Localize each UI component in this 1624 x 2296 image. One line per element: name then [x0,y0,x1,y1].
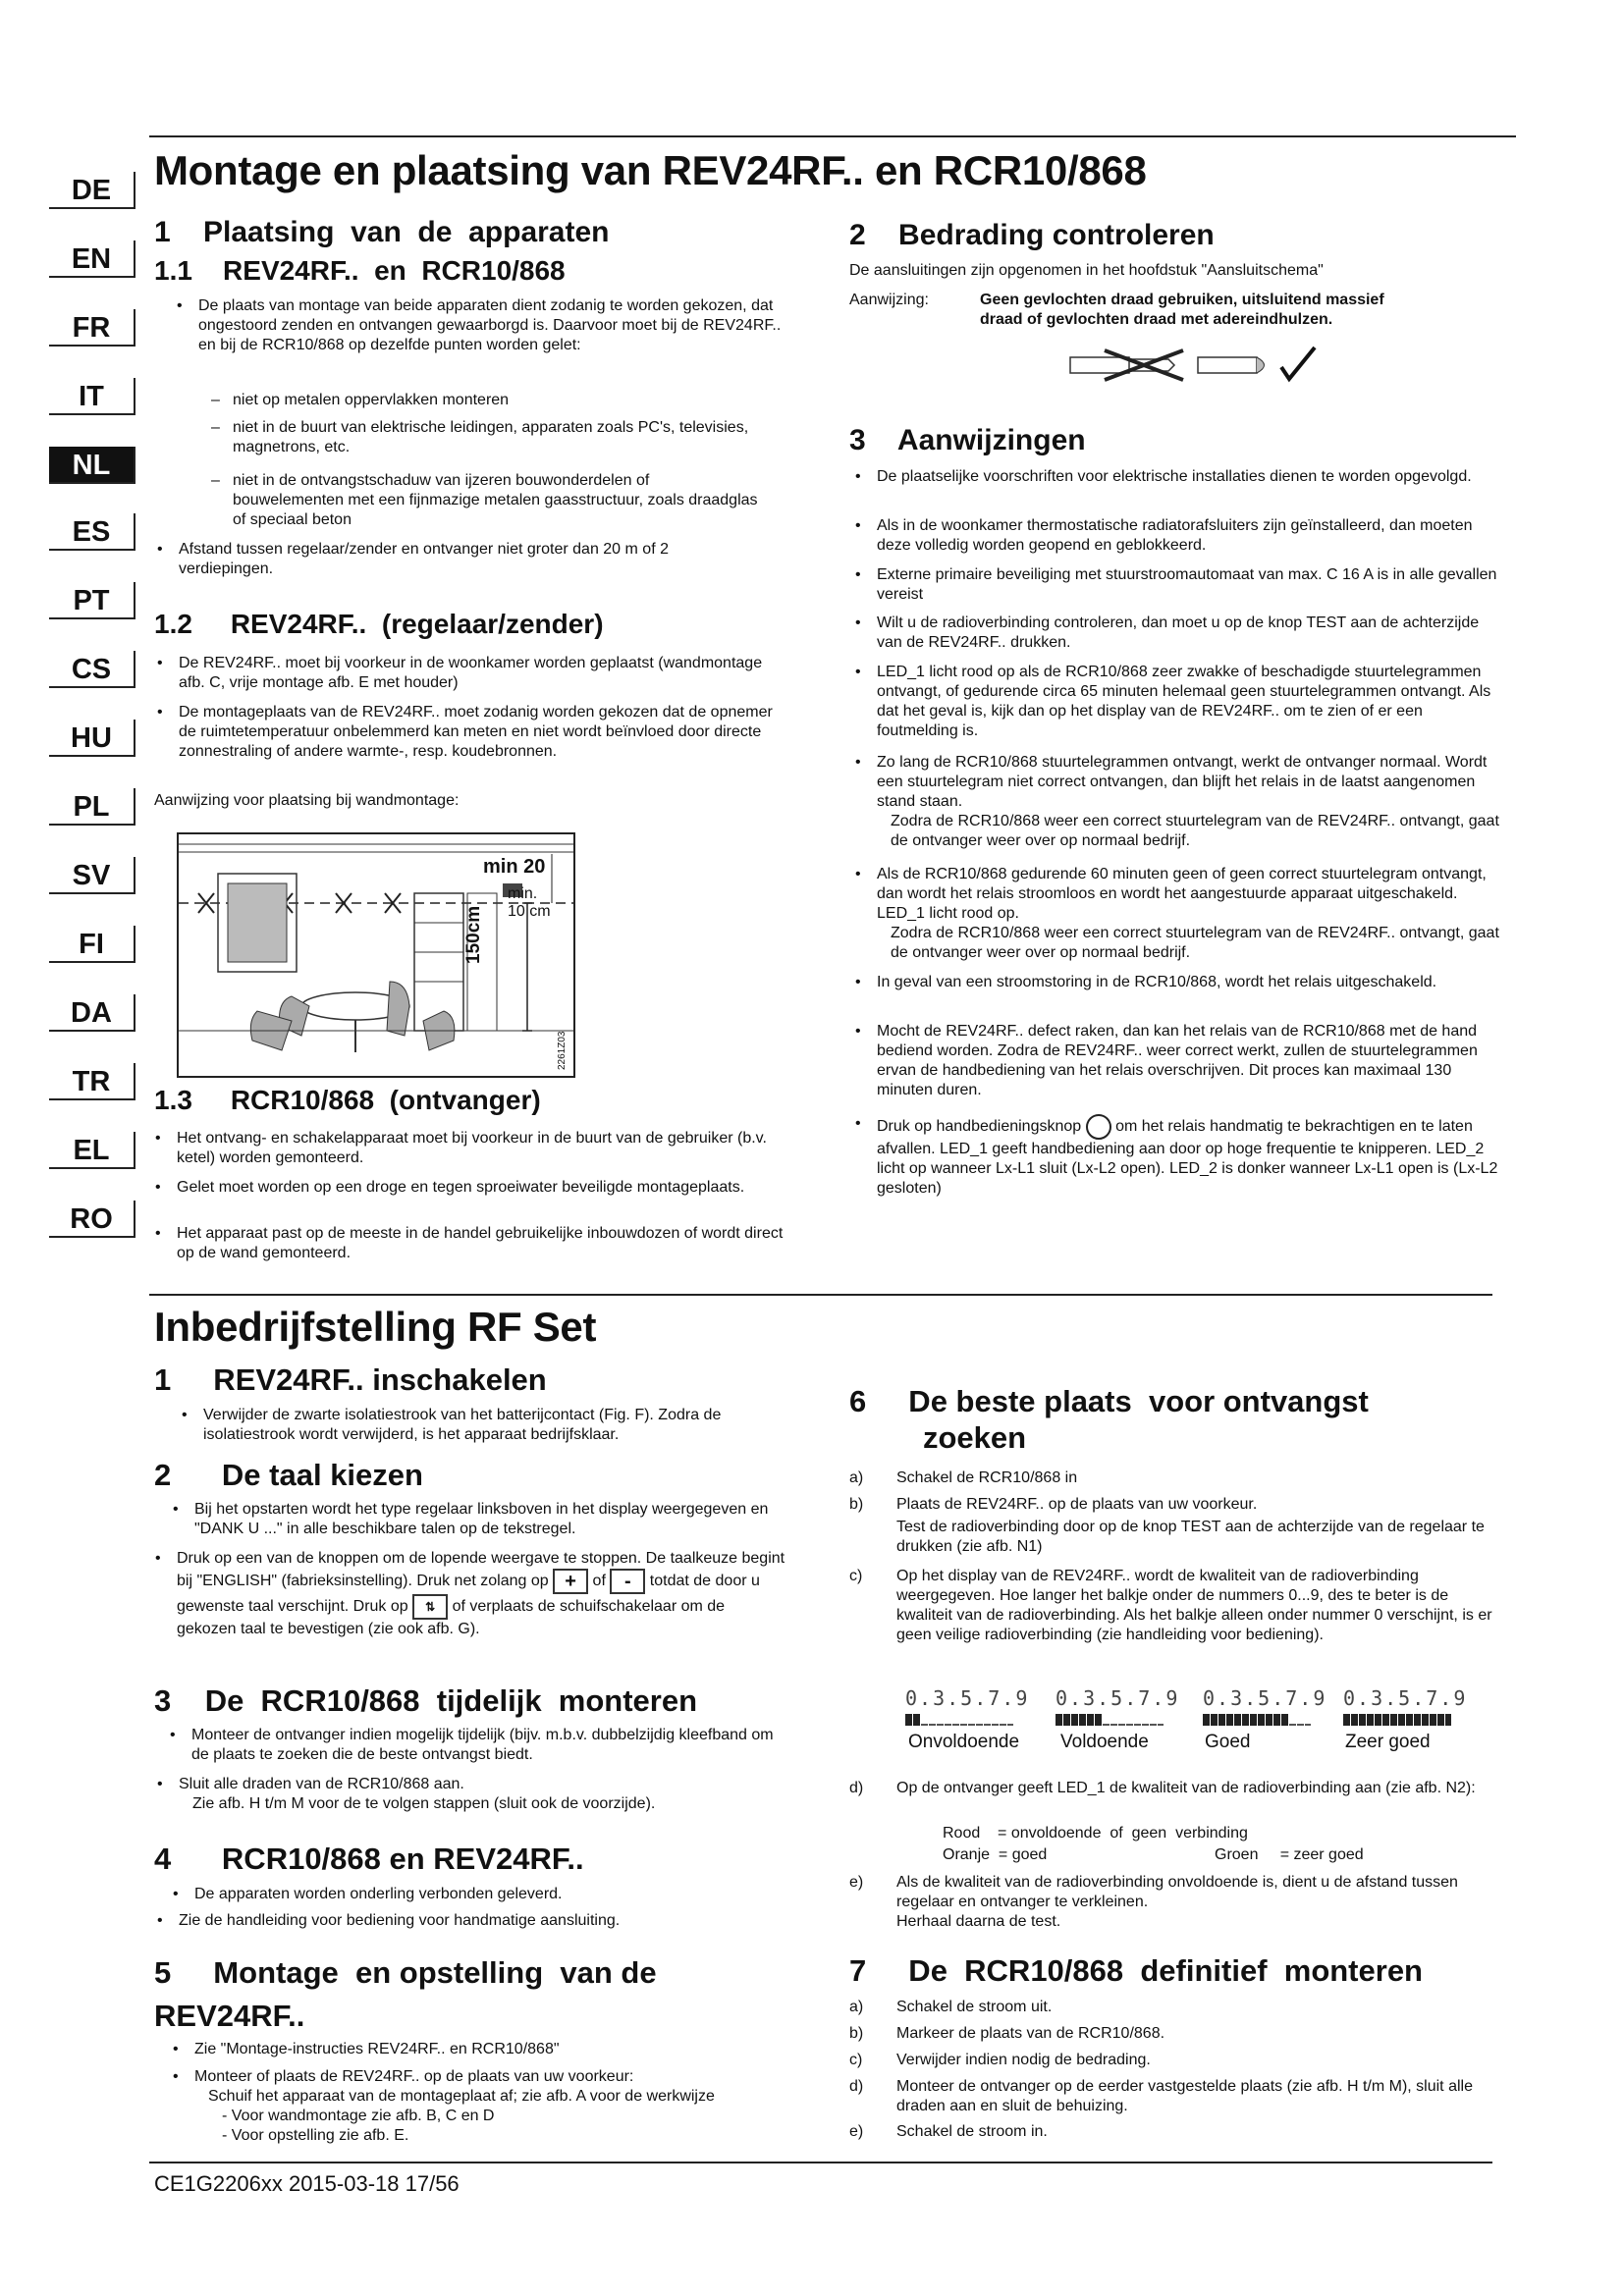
quality-bar-segment [1218,1714,1225,1726]
monteer-a: Monteer of plaats de REV24RF.. op de plaats van uw voorkeur: [194,2068,634,2085]
step7-b-label: b) [849,2025,864,2042]
bullet-draden-aansluiten [179,1775,768,1814]
taalkeuze-mid: totdat de door u gewenste taal verschijnt. Druk op [177,1573,760,1616]
fig-label-min10: min. 10 cm [508,885,551,920]
taalkeuze-of-1: of [592,1573,606,1590]
bullet-test-knop: • Wilt u de radioverbinding controleren, dan moet u op de knop TEST aan de achterzijde van de REV24RF.. drukken. [877,614,1505,653]
step7-a-text: Schakel de stroom uit. [896,1999,1053,2015]
minus-button-icon: - [610,1569,645,1594]
step6-c-label: c) [849,1568,863,1584]
quality-bar-segment [1351,1714,1358,1726]
led-groen: Groen = zeer goed [1215,1846,1364,1863]
fig-label-min20: min 20 [483,856,546,878]
quality-bar-segment [1242,1714,1249,1726]
heading-1-3: 1.3 RCR10/868 (ontvanger) [154,1085,541,1115]
monteer-d: - Voor opstelling zie afb. E. [222,2127,409,2144]
quality-bar-segment [1422,1714,1429,1726]
step6-a-label: a) [849,1469,864,1486]
quality-digits-2: 0.3.5.7.9 [1056,1686,1180,1710]
step6-e-text-2: Herhaal daarna de test. [896,1913,1061,1930]
wall-mount-hint: Aanwijzing voor plaatsing bij wandmontage: [154,792,460,809]
fig-code: 2261Z03 [557,1031,568,1070]
handbediening-post: om het relais handmatig te bekrachtigen en te laten afvallen. LED_1 geeft handbediening aan door op hoge frequentie te knipperen. LED_2 licht op wanneer Lx-L1 sluit (Lx-L2 open). LED_2 is donker wanneer Lx-L1 open is (Lx-L2 gesloten) [877,1118,1498,1197]
heading-2-bedrading: 2 Bedrading controleren [849,219,1215,251]
dash-leidingen: – niet in de buurt van elektrische leidingen, apparaten zoals PC's, televisies, magnetrons, etc. [233,418,763,457]
monteer-b: Schuif het apparaat van de montageplaat af; zie afb. A voor de werkwijze [208,2088,715,2105]
heading-1-1: 1.1 REV24RF.. en RCR10/868 [154,255,566,286]
quality-bar-segment [984,1724,991,1726]
quality-bar-segment [976,1724,983,1726]
step6-d-label: d) [849,1780,864,1796]
lang-tab-cs[interactable]: CS [49,651,135,688]
bullet-stuurtelegrammen-b: Zodra de RCR10/868 weer een correct stuurtelegram van de REV24RF.. ontvangt, gaat de ontvanger weer over op normaal bedrijf. [891,813,1499,849]
bullet-opstarten: • Bij het opstarten wordt het type regelaar linksboven in het display weergegeven en "DANK U ..." in alle beschikbare talen op de tekstregel. [194,1500,784,1539]
quality-bar-segment [1087,1714,1094,1726]
lang-tab-el[interactable]: EL [49,1132,135,1169]
bullet-ontvangapparaat: • Het ontvang- en schakelapparaat moet bij voorkeur in de buurt van de gebruiker (b.v. ketel) worden gemonteerd. [177,1129,785,1168]
draden-a: Sluit alle draden van de RCR10/868 aan. [179,1776,464,1792]
bullet-montage-instructies: • Zie "Montage-instructies REV24RF.. en RCR10/868" [194,2040,784,2059]
bullet-60-minuten-b: Zodra de RCR10/868 weer een correct stuurtelegram van de REV24RF.. ontvangt, gaat de ontvanger weer over op normaal bedrijf. [891,925,1499,961]
quality-bar-segment [1150,1724,1157,1726]
step7-a-label: a) [849,1999,864,2015]
quality-bar-segment [1430,1714,1436,1726]
manual-override-dial-icon [1086,1114,1111,1140]
quality-bar-segment [1398,1714,1405,1726]
lang-tab-hu[interactable]: HU [49,720,135,757]
quality-digits-3: 0.3.5.7.9 [1203,1686,1327,1710]
bullet-voorschriften: • De plaatselijke voorschriften voor elektrische installaties dienen te worden opgevolgd. [877,467,1505,487]
note-text: Geen gevlochten draad gebruiken, uitsluitend massief draad of gevlochten draad met adereindhulzen. [980,292,1384,328]
footer-rule [149,2162,1492,2163]
plus-button-icon: + [553,1569,588,1594]
footer-code: CE1G2206xx 2015-03-18 17/56 [154,2171,460,2196]
quality-bar-segment [1250,1714,1257,1726]
quality-bar-segment [1234,1714,1241,1726]
heading-3-aanwijzingen: 3 Aanwijzingen [849,424,1086,456]
quality-bar-segment [1118,1724,1125,1726]
quality-digits-1: 0.3.5.7.9 [905,1686,1030,1710]
quality-bar-segment [1000,1724,1006,1726]
quality-bar-segment [1103,1724,1110,1726]
bullet-monteer-plaats [194,2067,803,2146]
quality-bar-3 [1203,1714,1311,1728]
quality-label-4: Zeer goed [1345,1732,1431,1752]
quality-bar-1 [905,1714,1013,1728]
step6-c-text: Op het display van de REV24RF.. wordt de kwaliteit van de radioverbinding weergegeven. Hoe langer het balkje onder de nummers 0...9, des te beter is de kwaliteit van de radioverbinding. Als het balkje alleen onder nummer 0 verschijnt, is er geen veilige radioverbinding (zie handleiding voor bediening). [896,1568,1492,1643]
step6-b-text: Plaats de REV24RF.. op de plaats van uw voorkeur. [896,1496,1258,1513]
step6-e-text-1: Als de kwaliteit van de radioverbinding onvoldoende is, dient u de afstand tussen regelaar en ontvanger te verkleinen. [896,1874,1458,1910]
bullet-stuurtelegrammen [877,753,1505,851]
text-aansluitschema: De aansluitingen zijn opgenomen in het hoofdstuk "Aansluitschema" [849,262,1324,279]
lang-tab-tr[interactable]: TR [49,1063,135,1100]
step7-c-label: c) [849,2052,863,2068]
taalkeuze-post: verplaats de schuifschakelaar om de gekozen taal te bevestigen (zie ook afb. G). [177,1598,726,1637]
top-rule [149,135,1516,137]
quality-bar-segment [960,1724,967,1726]
bullet-60-minuten [877,865,1505,963]
quality-bar-segment [1158,1724,1164,1726]
lang-tab-da[interactable]: DA [49,994,135,1032]
lang-tab-en[interactable]: EN [49,240,135,278]
wire-sleeve-icon [1065,346,1321,387]
draden-b: Zie afb. H t/m M voor de te volgen stappen (sluit ook de voorzijde). [192,1795,656,1812]
step7-b-text: Markeer de plaats van de RCR10/868. [896,2025,1165,2042]
quality-bar-segment [1203,1714,1210,1726]
bullet-droge-plaats: • Gelet moet worden op een droge en tegen sproeiwater beveiligde montageplaats. [177,1178,766,1198]
led-rood: Rood = onvoldoende of geen verbinding [943,1825,1248,1842]
step6-b-label: b) [849,1496,864,1513]
bullet-60-minuten-a: Als de RCR10/868 gedurende 60 minuten geen of geen correct stuurtelegram ontvangt, dan wordt het relais stroomloos en wordt het aangestuurde apparaat uitgeschakeld. LED_1 licht rood op. [877,866,1487,922]
quality-bar-segment [1305,1724,1311,1726]
heading-s2-5a: 5 Montage en opstelling van de [154,1955,657,1990]
quality-bar-segment [1266,1714,1272,1726]
taalkeuze-of-2: of [452,1598,465,1616]
bullet-taalkeuze [177,1549,785,1639]
quality-digits-4: 0.3.5.7.9 [1343,1686,1468,1710]
handbediening-pre: Druk op handbedieningsknop [877,1118,1082,1136]
step6-a-text: Schakel de RCR10/868 in [896,1469,1078,1486]
bullet-stroomstoring: • In geval van een stroomstoring in de RCR10/868, wordt het relais uitgeschakeld. [877,973,1505,992]
lang-tab-de[interactable]: DE [49,172,135,209]
quality-bar-segment [952,1724,959,1726]
bullet-inbouwdozen: • Het apparaat past op de meeste in de handel gebruikelijke inbouwdozen of wordt direct op de wand gemonteerd. [177,1224,795,1263]
quality-bar-segment [905,1714,912,1726]
taalkeuze-pre: Druk op een van de knoppen om de lopende weergave te stoppen. De taalkeuze begint bij "ENGLISH" (fabrieksinstelling). Druk net zolang op [177,1550,785,1590]
step6-e-text [896,1873,1505,1932]
quality-bar-segment [1273,1714,1280,1726]
bullet-plaats-montage: • De plaats van montage van beide apparaten dient zodanig te worden gekozen, dat ongestoord zenden en ontvangen gewaarborgd is. Daarvoor moet bij de REV24RF.. en bij de RCR10/868 op dezelfde punten worden gelet: [198,296,787,355]
quality-bar-segment [1390,1714,1397,1726]
quality-bar-segment [1343,1714,1350,1726]
quality-bar-segment [968,1724,975,1726]
quality-bar-segment [1414,1714,1421,1726]
section-title-montage: Montage en plaatsing van REV24RF.. en RCR10/868 [154,147,1147,193]
quality-bar-segment [1297,1724,1304,1726]
step7-d-text: Monteer de ontvanger op de eerder vastgestelde plaats (zie afb. H t/m M), sluit alle draden aan en sluit de behuizing. [896,2078,1473,2114]
quality-bar-segment [1289,1724,1296,1726]
bullet-montageplaats: • De montageplaats van de REV24RF.. moet zodanig worden gekozen dat de opnemer de ruimtetemperatuur onbelemmerd kan meten en niet wordt beïnvloed door directe zonnestraling of andere warmte-, resp. koudebronnen. [179,703,787,762]
quality-bar-segment [1079,1714,1086,1726]
step7-e-label: e) [849,2123,864,2140]
heading-s2-7: 7 De RCR10/868 definitief monteren [849,1953,1423,1988]
lang-tab-nl[interactable]: NL [49,447,135,484]
heading-s2-4: 4 RCR10/868 en REV24RF.. [154,1842,584,1876]
quality-bar-segment [1445,1714,1451,1726]
bullet-afstand: • Afstand tussen regelaar/zender en ontvanger niet groter dan 20 m of 2 verdiepingen. [179,540,689,579]
quality-bar-segment [1375,1714,1381,1726]
step6-e-label: e) [849,1874,864,1891]
heading-s2-5b: REV24RF.. [154,1999,305,2033]
bullet-handleiding: • Zie de handleiding voor bediening voor handmatige aansluiting. [179,1911,768,1931]
note-label: Aanwijzing: [849,292,929,308]
step6-d-text: Op de ontvanger geeft LED_1 de kwaliteit van de radioverbinding aan (zie afb. N2): [896,1780,1476,1796]
bullet-radiatorafsluiters: • Als in de woonkamer thermostatische radiatorafsluiters zijn geïnstalleerd, dan moeten deze volledig worden geopend en geblokkeerd. [877,516,1505,556]
quality-label-2: Voldoende [1060,1732,1149,1752]
heading-s2-6a: 6 De beste plaats voor ontvangst [849,1384,1369,1418]
heading-s2-2: 2 De taal kiezen [154,1458,423,1492]
heading-s2-6b: zoeken [923,1420,1027,1455]
quality-bar-segment [1211,1714,1218,1726]
heading-1-plaatsing: 1 Plaatsing van de apparaten [154,216,610,248]
bullet-led1: • LED_1 licht rood op als de RCR10/868 zeer zwakke of beschadigde stuurtelegrammen ontvangt, of gedurende circa 65 minuten helemaal geen stuurtelegrammen ontvangt. Als dat het geval is, kijk dan op het display van de REV24RF.. om te zien of er een foutmelding is. [877,663,1505,741]
quality-bar-segment [1110,1724,1117,1726]
step7-e-text: Schakel de stroom in. [896,2123,1048,2140]
fig-label-150cm: 150cm [463,905,484,964]
lang-tab-fi[interactable]: FI [49,926,135,963]
quality-bar-4 [1343,1714,1451,1728]
step7-d-label: d) [849,2078,864,2095]
quality-bar-segment [913,1714,920,1726]
quality-bar-segment [1095,1714,1102,1726]
quality-bar-2 [1056,1714,1164,1728]
bullet-defect: • Mocht de REV24RF.. defect raken, dan kan het relais van de RCR10/868 met de hand bediend worden. Zodra de REV24RF.. weer correct werkt, zullen de stuurtelegrammen ervan de handbediening van het relais overschrijven. Dit proces kan maximaal 130 minuten duren. [877,1022,1505,1100]
lang-tab-ro[interactable]: RO [49,1201,135,1238]
bullet-tijdelijk-monteren: • Monteer de ontvanger indien mogelijk tijdelijk (bijv. m.b.v. dubbelzijdig kleefband om de plaats te zoeken die de beste ontvangst biedt. [191,1726,781,1765]
quality-bar-segment [1281,1714,1288,1726]
quality-bar-segment [1126,1724,1133,1726]
quality-bar-segment [1382,1714,1389,1726]
quality-bar-segment [1142,1724,1149,1726]
quality-bar-segment [1071,1714,1078,1726]
bullet-stuurtelegrammen-a: Zo lang de RCR10/868 stuurtelegrammen ontvangt, werkt de ontvanger normaal. Wordt een stuurtelegram niet correct ontvangen, dan blijft het relais in de laatst aangenomen stand staan. [877,754,1488,810]
quality-bar-segment [929,1724,936,1726]
quality-bar-segment [1063,1714,1070,1726]
quality-bar-segment [1007,1724,1013,1726]
led-oranje: Oranje = goed [943,1846,1048,1863]
quality-bar-segment [1258,1714,1265,1726]
step7-c-text: Verwijder indien nodig de bedrading. [896,2052,1151,2068]
quality-bar-segment [937,1724,944,1726]
dash-ontvangstschaduw: – niet in de ontvangstschaduw van ijzeren bouwonderdelen of bouwelementen met een fijnmazige metalen gaasstructuur, zoals draadglas of speciaal beton [233,471,763,530]
quality-bar-segment [1437,1714,1444,1726]
lang-tab-fr[interactable]: FR [49,309,135,347]
quality-bar-segment [1359,1714,1366,1726]
lang-tab-es[interactable]: ES [49,513,135,551]
quality-bar-segment [1134,1724,1141,1726]
step6-b2-text: Test de radioverbinding door op de knop TEST aan de achterzijde van de regelaar te drukken (zie afb. N1) [896,1519,1485,1555]
heading-1-2: 1.2 REV24RF.. (regelaar/zender) [154,609,604,639]
bullet-handbediening [877,1114,1505,1199]
monteer-c: - Voor wandmontage zie afb. B, C en D [222,2108,495,2124]
lang-tab-pl[interactable]: PL [49,788,135,826]
quality-label-3: Goed [1205,1732,1251,1752]
bullet-isolatiestrook: • Verwijder de zwarte isolatiestrook van het batterijcontact (Fig. F). Zodra de isolatiestrook wordt verwijderd, is het apparaat bedrijfsklaar. [203,1406,792,1445]
mid-rule [149,1294,1492,1296]
heading-s2-1: 1 REV24RF.. inschakelen [154,1362,547,1397]
quality-label-1: Onvoldoende [908,1732,1020,1752]
quality-bar-segment [945,1724,951,1726]
bullet-woonkamer: • De REV24RF.. moet bij voorkeur in de woonkamer worden geplaatst (wandmontage afb. C, vrije montage afb. E met houder) [179,654,787,693]
slide-switch-icon: ⇅ [412,1594,448,1620]
lang-tab-pt[interactable]: PT [49,582,135,619]
quality-bar-segment [1406,1714,1413,1726]
quality-bar-segment [992,1724,999,1726]
wall-mount-figure [177,832,575,1078]
quality-bar-segment [921,1724,928,1726]
quality-bar-segment [1367,1714,1374,1726]
quality-bar-segment [1226,1714,1233,1726]
heading-s2-3: 3 De RCR10/868 tijdelijk monteren [154,1683,698,1718]
bullet-onderling-verbonden: • De apparaten worden onderling verbonden geleverd. [194,1885,784,1904]
lang-tab-it[interactable]: IT [49,378,135,415]
dash-metalen: – niet op metalen oppervlakken monteren [233,391,783,410]
lang-tab-sv[interactable]: SV [49,857,135,894]
section-title-inbedrijfstelling: Inbedrijfstelling RF Set [154,1304,597,1350]
bullet-beveiliging: • Externe primaire beveiliging met stuurstroomautomaat van max. C 16 A is in alle gevallen vereist [877,565,1505,605]
quality-bar-segment [1056,1714,1062,1726]
